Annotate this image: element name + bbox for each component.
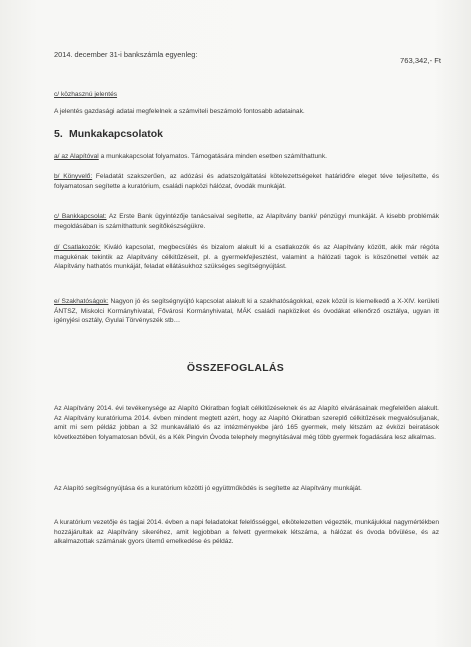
bank-balance-line	[54, 50, 441, 65]
item-label: e/ Szakhatóságok:	[54, 298, 109, 305]
item-label: d/ Csatlakozók:	[54, 244, 101, 251]
item-label: b/ Könyvelő:	[54, 173, 93, 180]
section-title: Munkakapcsolatok	[69, 128, 163, 140]
item-text: Feladatát szakszerűen, az adózási és adatszolgáltatási kötelezettségeket határidőre eleget téve teljesítette, és folyamatosan segítette a kuratórium, családi napközi hálózat, óvodák munkáját.	[54, 173, 439, 190]
kozhasznu-text: A jelentés gazdasági adatai megfelelnek a számviteli beszámoló fontosabb adatainak.	[54, 108, 305, 115]
item-alapito	[54, 152, 439, 162]
item-text: Kiváló kapcsolat, megbecsülés és bizalom alakult ki a csatlakozók és az Alapítvány között, akik már régóta magukénak tekintik az Alapítvány célkitűzéseit, pl. a gyermekfejlesztést, valamint a hálózati tagok is köszönettel vették az Alapítvány hathatós munkáját, feladat ellátásukhoz szükséges segítségnyújtást.	[54, 244, 439, 271]
item-bankkapcsolat	[54, 212, 439, 231]
item-label: a/ az Alapítóval	[54, 153, 99, 160]
summary-paragraph-3: A kuratórium vezetője és tagjai 2014. évben a napi feladatokat felelősséggel, elkötelezetten végezték, munkájukkal nagymértékben hozzájárultak az Alapítvány sikeréhez, amit legjobban a felvett gyermekek létszáma, a hálózat és óvoda bővülése, és az alkalmazottak számának gyors ütemű emelkedése és példáz.	[54, 519, 439, 546]
item-text: a munkakapcsolat folyamatos. Támogatására minden esetben számíthattunk.	[98, 153, 327, 160]
summary-paragraph-2: Az Alapító segítségnyújtása és a kuratórium közötti jó együttműködés is segítette az Alapítvány munkáját.	[54, 485, 362, 492]
item-konyvelo	[54, 172, 439, 191]
item-text: Nagyon jó és segítségnyújtó kapcsolat alakult ki a szakhatóságokkal, ezek közül is kiemelkedő a X-XIV. kerületi ÁNTSZ, Miskolci Kormányhivatal, Fővárosi Kormányhivatal, MÁK családi napköziket és óvodákat ellenőrző osztálya, ugyan itt igényjési osztály, Gyulai Törvényszék stb…	[54, 298, 439, 325]
summary-paragraph-1: Az Alapítvány 2014. évi tevékenysége az Alapító Okiratban foglalt célkitűzéseknek és az Alapító elvárásainak megfelelően alakult. Az Alapítvány kuratóriuma 2014. évben mindent megtett azért, hogy az Alapító Okiratban szereplő célkitűzések megvalósuljanak, amit mi sem példáz jobban a 32 munkavállaló és az intézményekbe járó 165 gyermek, mely létszám az évközi beiratások következtében folyamatosan bővül, és a Kék Pingvin Óvoda telephely megnyitásával még több gyermek fogadására lesz alkalmas.	[54, 405, 439, 441]
summary-title: ÖSSZEFOGLALÁS	[186, 362, 285, 374]
kozhasznu-heading	[54, 90, 439, 100]
bank-balance-amount: 763,342,- Ft	[400, 56, 441, 65]
section-number: 5.	[54, 128, 63, 140]
item-szakhatosagok	[54, 297, 439, 326]
section-heading	[54, 128, 163, 140]
item-label: c/ Bankkapcsolat:	[54, 213, 107, 220]
bank-balance-label: 2014. december 31-i bankszámla egyenleg:	[54, 50, 198, 59]
item-csatlakozok	[54, 243, 439, 272]
item-text: Az Erste Bank ügyintézője tanácsaival segítette, az Alapítvány banki/ pénzügyi munkáját. A kisebb problémák megoldásában is számíthattunk segítőkészségükre.	[54, 213, 439, 230]
kozhasznu-heading-text: c/ közhasznú jelentés	[54, 91, 118, 98]
